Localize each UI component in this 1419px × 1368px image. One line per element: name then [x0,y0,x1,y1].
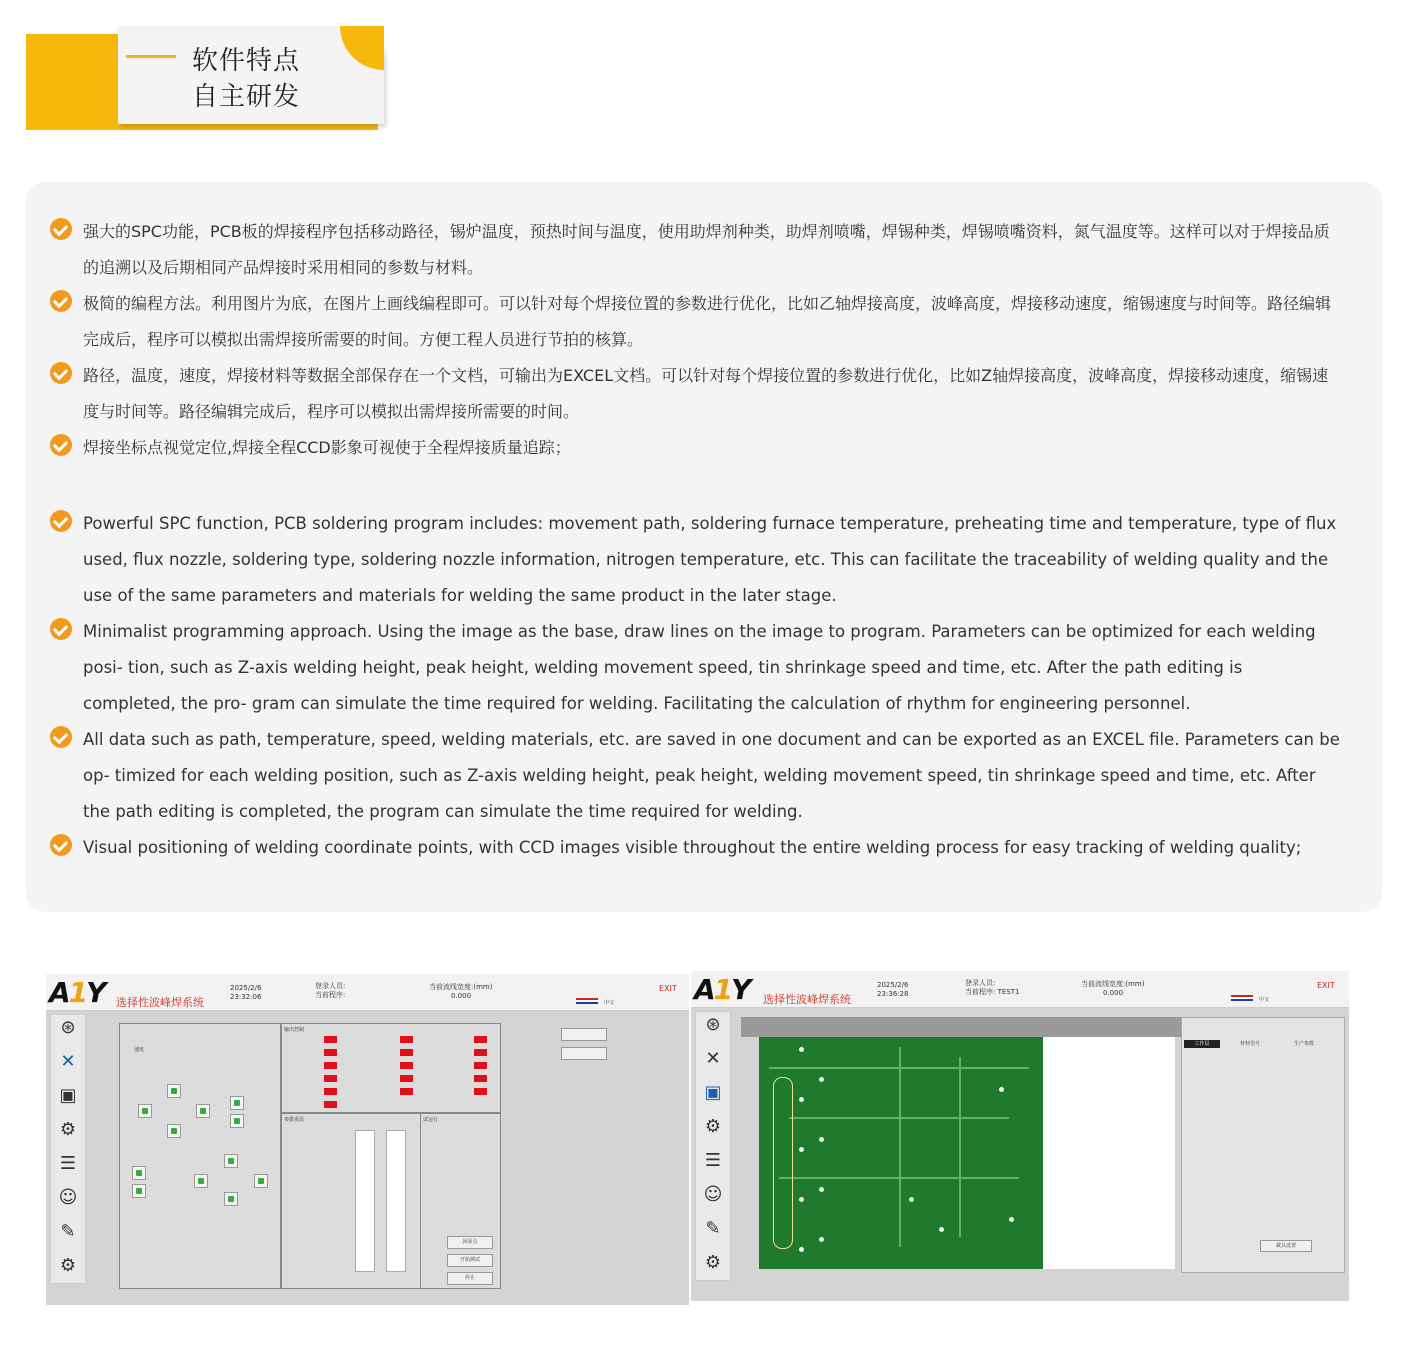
tab-work-layer[interactable]: 工作层 [1184,1040,1220,1048]
output-indicator[interactable] [324,1036,337,1043]
check-icon [50,618,72,640]
title-line-1: 软件特点 [192,46,301,76]
transport-left-button[interactable] [194,1174,208,1188]
y-minus-button[interactable] [167,1124,181,1138]
feature-item-cn-2 [50,286,1340,358]
pcb-image[interactable] [759,1037,1043,1269]
w-plus-button[interactable] [132,1166,146,1180]
pcb-via [819,1237,824,1242]
language-selector[interactable]: 中文 [604,1000,615,1006]
clear-status-button[interactable] [561,1028,607,1041]
exit-button[interactable]: EXIT [659,984,677,993]
drawing-toolbar [741,1017,1183,1037]
tools-icon[interactable]: ✕ [60,1051,76,1072]
fixture-settings-button[interactable]: 載具设置 [1260,1240,1312,1252]
feature-item-en-1 [50,506,1340,614]
feature-item-en-2 [50,614,1340,722]
feature-item-en-4 [50,830,1340,866]
start-test-button[interactable]: 开始测试 [447,1254,493,1267]
home-icon[interactable]: ⊛ [60,1017,76,1038]
output-indicator[interactable] [400,1049,413,1056]
chip-icon[interactable]: ▣ [59,1085,77,1106]
feature-item-cn-4 [50,430,1340,466]
param-title: 参数更改 [284,1117,305,1123]
user-icon[interactable]: ☺ [58,1187,78,1208]
exit-button[interactable]: EXIT [1317,981,1335,990]
language-selector[interactable]: 中文 [1259,997,1270,1003]
output-indicator[interactable] [324,1062,337,1069]
tools-icon[interactable]: ✕ [705,1048,721,1069]
flag-icon [576,998,598,1004]
program-label: 当前程序: [315,991,346,999]
x-plus-button[interactable] [196,1104,210,1118]
settings-icon[interactable]: ⚙ [59,1255,77,1276]
pcb-trace [899,1047,901,1247]
pcb-via [1009,1217,1014,1222]
login-label: 登录人员: [315,982,346,990]
check-icon [50,510,72,532]
param-column-current[interactable] [355,1130,375,1272]
screenshot-manual-control [46,974,689,1305]
user-icon[interactable]: ☺ [703,1184,723,1205]
feature-item-cn-1 [50,214,1340,286]
list-icon[interactable]: ☰ [59,1153,77,1174]
feature-text: 焊接坐标点视觉定位,焊接全程CCD影象可视使于全程焊接质量追踪； [83,438,571,457]
output-indicator[interactable] [324,1101,337,1108]
transport-up-button[interactable] [224,1154,238,1168]
output-indicator[interactable] [400,1088,413,1095]
output-indicator[interactable] [324,1049,337,1056]
output-indicator[interactable] [324,1088,337,1095]
tab-production[interactable]: 生产参数 [1294,1041,1315,1047]
feature-text: 极简的编程方法。利用图片为底，在图片上画线编程即可。可以针对每个焊接位置的参数进行优化，比如乙轴焊接高度，波峰高度，焊接移动速度，缩锡速度与时间等。路径编辑完成后，程序可以模拟出需焊接所需要的时间。方便工程人员进行节拍的核算。 [83,294,1332,349]
date-text: 2025/2/6 [877,981,909,989]
list-icon[interactable]: ☰ [704,1150,722,1171]
pcb-via [939,1227,944,1232]
test-title: 试运行 [423,1117,439,1123]
feature-text: 强大的SPC功能，PCB板的焊接程序包括移动路径，锡炉温度，预热时间与温度，使用助焊剂种类，助焊剂喷嘴，焊锡种类，焊锡喷嘴资料，氮气温度等。这样可以对于焊接品质的追溯以及后期相同产品焊接时采用相同的参数与材料。 [83,222,1330,277]
company-logo: A1Y [694,973,750,1006]
output-indicator[interactable] [400,1036,413,1043]
gears-icon[interactable]: ⚙ [59,1119,77,1140]
edit-icon[interactable]: ✎ [705,1218,721,1239]
sidebar [50,1014,86,1284]
width-value: 0.000 [451,992,472,1000]
z-plus-button[interactable] [230,1096,244,1110]
output-indicator[interactable] [474,1036,487,1043]
time-text: 23:36:28 [877,990,909,998]
check-icon [50,726,72,748]
time-text: 23:32:06 [230,993,262,1001]
feature-text: Visual positioning of welding coordinate points, with CCD images visible throughout the entire welding process for easy tracking of welding quality; [83,838,1302,857]
stop-button[interactable]: 停止 [447,1272,493,1285]
program-label: 当前程序: TEST1 [965,988,1020,996]
transport-right-button[interactable] [254,1174,268,1188]
output-indicator[interactable] [474,1075,487,1082]
test-run-panel [420,1113,501,1289]
w-minus-button[interactable] [132,1184,146,1198]
page-title [192,43,300,115]
parameter-panel [281,1113,421,1289]
login-label: 登录人员: [965,979,996,987]
app-header [46,974,689,1011]
pcb-via [909,1197,914,1202]
system-name: 选择性波峰焊系统 [763,993,851,1006]
feature-text: Powerful SPC function, PCB soldering program includes: movement path, soldering furnace temperature, preheating time and temperature, type of flux used, flux nozzle, soldering type, soldering nozzle information, nitrogen temperature, etc. This can facilitate the traceability of welding quality and the use of the same parameters and materials for welding the same product in the later stage. [83,514,1337,605]
x-minus-button[interactable] [138,1104,152,1118]
y-plus-button[interactable] [167,1084,181,1098]
z-minus-button[interactable] [230,1114,244,1128]
flag-icon [1231,995,1253,1001]
home-button[interactable]: 回原点 [447,1236,493,1249]
output-title: 输出控制 [284,1027,305,1033]
check-icon [50,834,72,856]
check-icon [50,290,72,312]
output-indicator[interactable] [474,1062,487,1069]
axis-control-panel [119,1023,281,1289]
pcb-via [819,1077,824,1082]
param-column-set[interactable] [386,1130,406,1272]
pcb-via [819,1137,824,1142]
feature-item-cn-3 [50,358,1340,430]
home-icon[interactable]: ⊛ [705,1014,721,1035]
speed-label: 速度 [134,1047,145,1053]
badge-accent-line [126,55,176,58]
width-value: 0.000 [1103,989,1124,997]
screenshot-path-editor [691,971,1349,1301]
check-icon [50,434,72,456]
function-switch-button[interactable] [561,1047,607,1060]
settings-icon[interactable]: ⚙ [704,1252,722,1273]
feature-text: 路径，温度，速度，焊接材料等数据全部保存在一个文档，可输出为EXCEL文档。可以针对每个焊接位置的参数进行优化，比如Z轴焊接高度，波峰高度，焊接移动速度，缩锡速度与时间等。路径编辑完成后，程序可以模拟出需焊接所需要的时间。 [83,366,1329,421]
work-layer-panel [1181,1017,1345,1273]
feature-item-en-3 [50,722,1340,830]
pcb-trace [959,1057,961,1237]
sidebar [695,1011,731,1281]
output-indicator[interactable] [474,1049,487,1056]
output-indicator[interactable] [400,1062,413,1069]
check-icon [50,218,72,240]
pcb-via [799,1147,804,1152]
date-text: 2025/2/6 [230,984,262,992]
pcb-via [999,1087,1004,1092]
output-control-panel [281,1023,501,1113]
canvas-blank-area[interactable] [1043,1037,1175,1269]
weld-path[interactable] [773,1077,793,1249]
edit-icon[interactable]: ✎ [60,1221,76,1242]
width-label: 当前流线宽度:(mm) [1081,980,1145,988]
title-line-2: 自主研发 [192,82,301,112]
output-indicator[interactable] [400,1075,413,1082]
company-logo: A1Y [49,976,105,1009]
system-name: 选择性波峰焊系统 [116,996,204,1009]
pcb-via [799,1197,804,1202]
chip-icon[interactable]: ▣ [704,1082,722,1103]
width-label: 当前流线宽度:(mm) [429,983,493,991]
check-icon [50,362,72,384]
transport-down-button[interactable] [224,1192,238,1206]
output-indicator[interactable] [474,1088,487,1095]
pcb-via [799,1097,804,1102]
feature-text: Minimalist programming approach. Using the image as the base, draw lines on the image to program. Parameters can be optimized for each welding posi- tion, such as Z-axis welding height, peak height, welding movement speed, tin shrinkage speed and time, etc. After the path editing is completed, the pro- gram can simulate the time required for welding. Facilitating the calculation of rhythm for engineering personnel. [83,622,1316,713]
output-indicator[interactable] [324,1075,337,1082]
feature-text: All data such as path, temperature, speed, welding materials, etc. are saved in one document and can be exported as an EXCEL file. Parameters can be op- timized for each welding position, such as Z-axis welding height, peak height, welding movement speed, tin shrinkage speed and time, etc. After the path editing is completed, the program can simulate the time required for welding. [83,730,1340,821]
pcb-via [799,1247,804,1252]
app-header [691,971,1349,1008]
pcb-via [819,1187,824,1192]
gears-icon[interactable]: ⚙ [704,1116,722,1137]
pcb-via [799,1047,804,1052]
tab-material[interactable]: 材料型号 [1240,1041,1261,1047]
